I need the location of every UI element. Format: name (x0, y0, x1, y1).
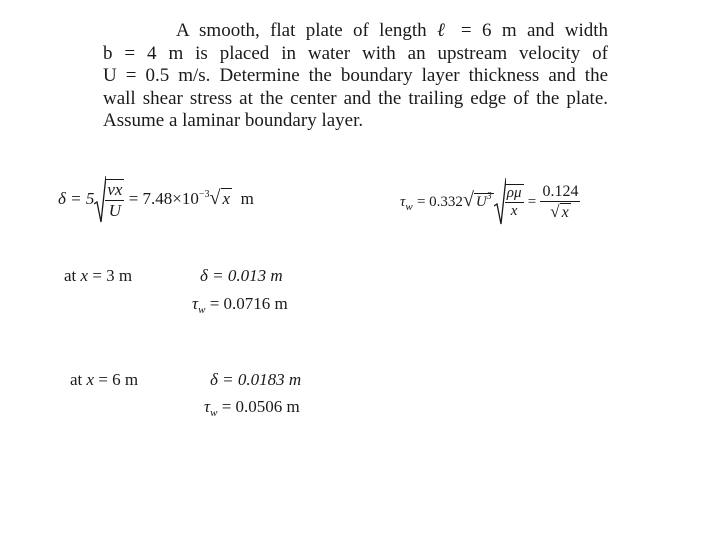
tau-equation: $\tau_w = 0.332√$ $U^3$ $\frac{\rho\mu}{x}$ = $\frac{0.124}{√ x}$ (400, 178, 580, 226)
delta-equation: δ = 5 $\frac{\nu x}{U}$ = $7.48\times 10^{-3}√$ x m (58, 176, 254, 224)
problem-line-5: Assume a laminar boundary layer. (103, 110, 364, 131)
tau-denominator: x (510, 203, 518, 219)
result-at-6m-delta: δ = 0.0183 m (210, 370, 302, 389)
tau-rhs-numerator: 0.124 (542, 182, 579, 200)
problem-line-2: b = 4 m is placed in water with an upstream velocity of (103, 42, 608, 64)
problem-line-1: A smooth, flat plate of length ℓ = 6 m and width (176, 20, 609, 41)
tau-rhs-denominator: √ x (550, 201, 569, 221)
result-at-6m-tau: $\tau_w = 0.0506$ m (204, 397, 300, 419)
tau-numerator: ρμ (506, 185, 522, 201)
result-at-3m-delta: δ = 0.013 m (200, 266, 283, 285)
result-at-6m-label: at x = 6 m (70, 370, 139, 389)
delta-numerator: νx (107, 180, 123, 199)
problem-line-4: wall shear stress at the center and the trailing edge of the plate. (103, 87, 608, 109)
tau-rhs-fraction (540, 183, 580, 222)
result-at-3m-tau: $\tau_w = 0.0716$ m (192, 294, 288, 316)
result-at-3m-label: at x = 3 m (64, 266, 133, 285)
problem-statement (103, 20, 608, 133)
delta-exponent: −3 (198, 188, 210, 200)
delta-var: x (222, 188, 231, 208)
delta-unit: m (240, 188, 254, 208)
delta-coef: = 7.48×10 (128, 188, 199, 208)
tau-coef: = 0.332 (416, 193, 463, 210)
problem-line-3: U = 0.5 m/s. Determine the boundary layer thickness and the (103, 65, 608, 86)
delta-denominator: U (108, 201, 122, 220)
tau-fraction (505, 184, 524, 220)
delta-fraction (105, 179, 124, 221)
